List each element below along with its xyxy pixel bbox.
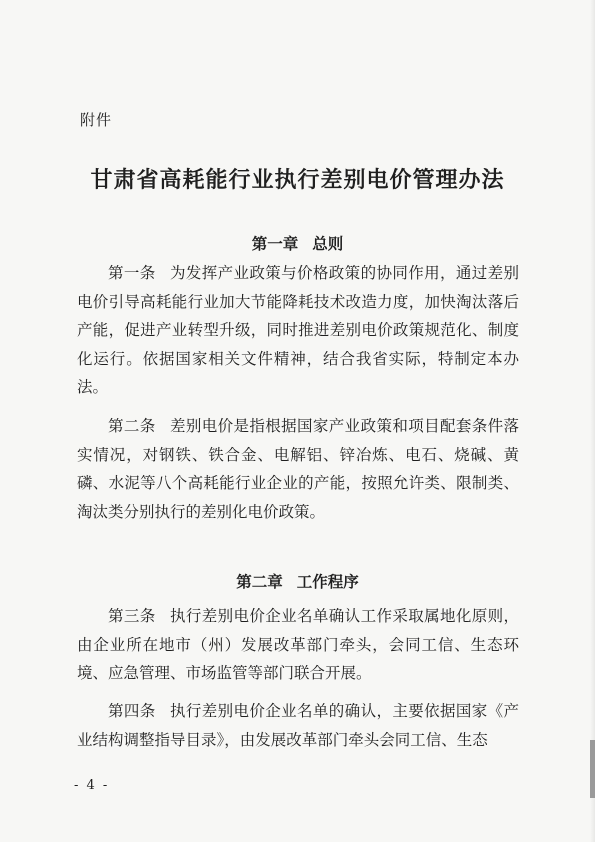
article-4-text: 执行差别电价企业名单的确认，主要依据国家《产业结构调整指导目录》，由发展改革部门牵头会同工信、生态 xyxy=(77,702,519,749)
article-3-label: 第三条 xyxy=(108,607,156,625)
article-1-text: 为发挥产业政策与价格政策的协同作用，通过差别电价引导高耗能行业加大节能降耗技术改造力度，加快淘汰落后产能，促进产业转型升级，同时推进差别电价政策规范化、制度化运行。依据国家相关文件精神，结合我省实际，特制定本办法。 xyxy=(77,264,519,396)
article-4 xyxy=(77,697,519,754)
chapter-1-heading xyxy=(0,232,595,254)
chapter-2-heading xyxy=(0,570,595,592)
article-3-text: 执行差别电价企业名单确认工作采取属地化原则，由企业所在地市（州）发展改革部门牵头，会同工信、生态环境、应急管理、市场监管等部门联合开展。 xyxy=(77,607,519,682)
article-4-label: 第四条 xyxy=(108,702,156,720)
chapter-2-name: 工作程序 xyxy=(296,572,359,591)
article-2-text: 差别电价是指根据国家产业政策和项目配套条件落实情况，对钢铁、铁合金、电解铝、锌冶炼、电石、烧碱、黄磷、水泥等八个高耗能行业企业的产能，按照允许类、限制类、淘汰类分别执行的差别化电价政策。 xyxy=(77,417,519,521)
chapter-1-number: 第一章 xyxy=(251,234,299,253)
scan-edge-mark xyxy=(590,740,595,798)
document-title: 甘肃省高耗能行业执行差别电价管理办法 xyxy=(90,167,505,193)
article-1-label: 第一条 xyxy=(108,264,156,282)
article-3 xyxy=(77,602,519,688)
attachment-label: 附件 xyxy=(80,111,113,129)
chapter-2-number: 第二章 xyxy=(236,572,283,591)
article-2-label: 第二条 xyxy=(108,417,156,435)
scan-edge-shadow xyxy=(590,0,595,842)
page-number: - 4 - xyxy=(74,778,110,793)
article-1 xyxy=(77,259,519,402)
chapter-1-name: 总则 xyxy=(312,234,344,253)
article-2 xyxy=(77,412,519,526)
